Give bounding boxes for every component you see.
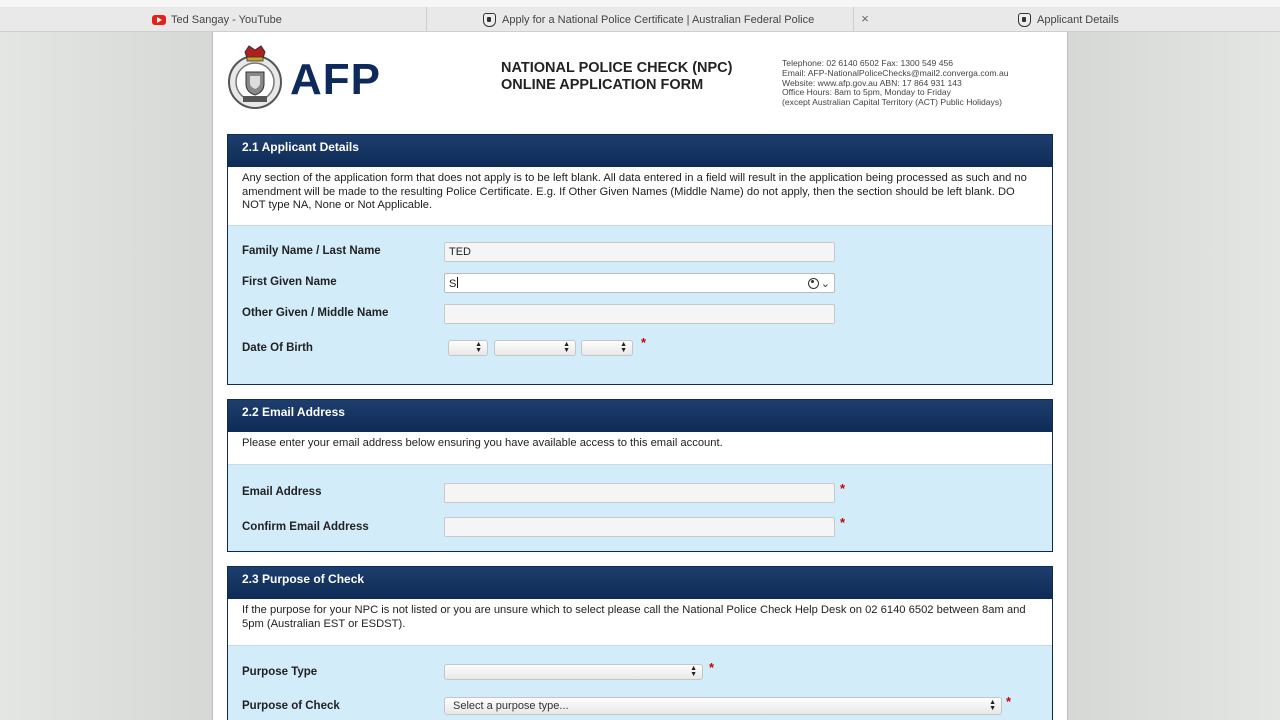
tab-label: Ted Sangay - YouTube <box>171 13 282 26</box>
select-arrows-icon: ▲ ▼ <box>989 699 996 712</box>
contact-details <box>782 59 1009 108</box>
contact-phone: Telephone: 02 6140 6502 Fax: 1300 549 456 <box>782 58 954 68</box>
tab-bar-top-strip <box>0 0 1280 7</box>
autofill-icon[interactable]: ⌄ <box>808 277 830 290</box>
family-name-label: Family Name / Last Name <box>242 245 381 257</box>
contact-email: Email: AFP-NationalPoliceChecks@mail2.converga.com.au <box>782 67 1009 78</box>
section-applicant-details <box>227 134 1053 385</box>
afp-favicon-icon <box>483 13 496 27</box>
confirm-email-label: Confirm Email Address <box>242 521 369 533</box>
page-background-left <box>0 32 212 720</box>
purpose-type-select[interactable] <box>444 664 703 680</box>
text-caret <box>457 277 458 288</box>
section-note: Any section of the application form that does not apply is to be left blank. All data entered in a field will result in the application being processed as such and no amendment will be made to the resulting Police Certificate. E.g. If Other Given Names (Middle Name) do not apply, then the section should be left blank. DO NOT type NA, None or Not Applicable. <box>228 167 1052 226</box>
form-title-line2: ONLINE APPLICATION FORM <box>501 76 704 93</box>
form-title-line1: NATIONAL POLICE CHECK (NPC) <box>501 60 733 76</box>
purpose-type-label: Purpose Type <box>242 666 318 678</box>
family-name-input[interactable]: TED <box>444 242 835 262</box>
page-background-right <box>1068 32 1280 720</box>
middle-name-input[interactable] <box>444 304 835 324</box>
first-name-label: First Given Name <box>242 276 337 288</box>
select-arrows-icon: ▲ ▼ <box>690 665 697 678</box>
afp-crest-logo <box>226 38 284 110</box>
person-icon <box>808 278 819 289</box>
dob-day-select[interactable] <box>448 340 488 356</box>
select-arrows-icon: ▲ ▼ <box>475 341 482 354</box>
contact-hours-note: (except Australian Capital Territory (ACT) Public Holidays) <box>782 97 1003 108</box>
dob-label: Date Of Birth <box>242 342 313 354</box>
required-marker: * <box>1006 694 1012 709</box>
form-title <box>501 60 732 93</box>
section-body <box>228 465 1052 551</box>
section-body <box>228 226 1052 384</box>
tab-youtube[interactable] <box>152 7 282 32</box>
section-email-address <box>227 399 1053 552</box>
confirm-email-input[interactable] <box>444 517 835 537</box>
required-marker: * <box>840 515 846 530</box>
section-note: If the purpose for your NPC is not listed or you are unsure which to select please call the National Police Check Help Desk on 02 6140 6502 between 8am and 5pm (Australian EST or ESDST). <box>228 599 1052 646</box>
purpose-of-check-label: Purpose of Check <box>242 700 340 712</box>
browser-tab-bar <box>0 0 1280 32</box>
section-heading: 2.1 Applicant Details <box>228 135 1052 167</box>
afp-favicon-icon <box>1018 13 1031 27</box>
email-input[interactable] <box>444 483 835 503</box>
contact-hours: Office Hours: 8am to 5pm, Monday to Friday <box>782 87 951 98</box>
middle-name-label: Other Given / Middle Name <box>242 307 389 319</box>
first-name-input[interactable] <box>444 273 835 293</box>
section-note: Please enter your email address below ensuring you have available access to this email account. <box>228 432 1052 465</box>
purpose-of-check-value: Select a purpose type... <box>453 700 569 712</box>
dob-month-select[interactable] <box>494 340 576 356</box>
tab-afp-apply[interactable] <box>426 7 854 32</box>
required-marker: * <box>641 335 647 350</box>
required-marker: * <box>709 660 715 675</box>
close-icon[interactable]: × <box>861 11 869 26</box>
required-marker: * <box>840 481 846 496</box>
tab-label: Apply for a National Police Certificate | Australian Federal Police <box>502 13 815 26</box>
section-heading: 2.3 Purpose of Check <box>228 567 1052 599</box>
purpose-of-check-select[interactable] <box>444 697 1002 715</box>
section-body <box>228 646 1052 720</box>
dob-year-select[interactable] <box>581 340 633 356</box>
first-name-value: S <box>449 278 457 290</box>
tab-applicant-details[interactable] <box>1018 7 1119 32</box>
select-arrows-icon: ▲ ▼ <box>563 341 570 354</box>
section-purpose-of-check <box>227 566 1053 720</box>
section-heading: 2.2 Email Address <box>228 400 1052 432</box>
afp-logo-text: AFP <box>290 55 381 104</box>
youtube-icon <box>152 15 166 25</box>
select-arrows-icon: ▲ ▼ <box>620 341 627 354</box>
email-label: Email Address <box>242 486 322 498</box>
tab-label: Applicant Details <box>1037 13 1119 26</box>
contact-website: Website: www.afp.gov.au ABN: 17 864 931 143 <box>782 77 962 88</box>
